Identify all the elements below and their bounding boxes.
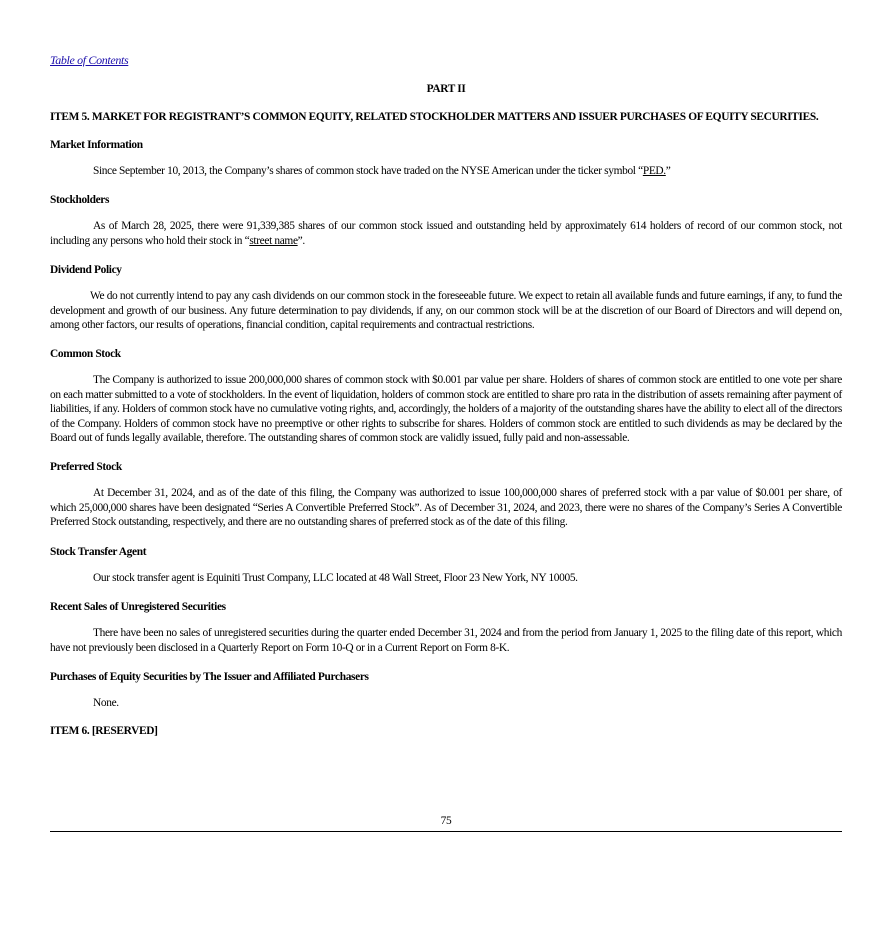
common-stock-paragraph: The Company is authorized to issue 200,000,000 shares of common stock with $0.001 par value per share. Holders of shares of common stock are entitled to one vote per share on each matter submitted to a vote of stockholders. In the event of liquidation, holders of common stock are entitled to share pro rata in the distribution of assets remaining after payment of liabilities, if any. Holders of common stock have no cumulative voting rights, and, accordingly, the holders of a majority of the outstanding shares have the ability to elect all of the directors of the Company. Holders of common stock have no preemptive or other rights to subscribe for shares. Holders of common stock are entitled to such dividends as may be declared by the Board out of funds legally available, therefore. The outstanding shares of common stock are validly issued, fully paid and non-assessable. xyxy=(50,374,842,445)
stockholders-text-end: ”. xyxy=(297,234,305,247)
footer-divider xyxy=(50,831,842,832)
dividend-policy-paragraph: We do not currently intend to pay any cash dividends on our common stock in the foreseeable future. We expect to retain all available funds and future earnings, if any, to fund the development and growth of our business. Any future determination to pay dividends, if any, on our common stock will be at the discretion of our Board of Directors and will depend on, among other factors, our results of operations, financial condition, capital requirements and contractual restrictions. xyxy=(50,290,842,332)
market-information-paragraph xyxy=(50,164,842,178)
transfer-agent-heading: Stock Transfer Agent xyxy=(50,545,147,558)
item6-title: ITEM 6. [RESERVED] xyxy=(50,725,158,738)
market-information-text: Since September 10, 2013, the Company’s shares of common stock have traded on the NYSE American under the ticker symbol “ xyxy=(93,165,643,177)
market-information-text-end: ” xyxy=(665,165,671,177)
purchases-paragraph: None. xyxy=(93,696,119,709)
table-of-contents-link[interactable]: Table of Contents xyxy=(50,53,129,67)
recent-sales-heading: Recent Sales of Unregistered Securities xyxy=(50,601,226,614)
preferred-stock-heading: Preferred Stock xyxy=(50,461,122,474)
part-heading: PART II xyxy=(426,83,466,95)
transfer-agent-paragraph: Our stock transfer agent is Equiniti Trust Company, LLC located at 48 Wall Street, Floor 23 New York, NY 10005. xyxy=(93,571,578,584)
stockholders-text: As of March 28, 2025, there were 91,339,385 shares of our common stock issued and outstanding held by approximately 614 holders of record of our common stock, not including any persons who hold their stock in “ xyxy=(50,220,842,247)
toc-container xyxy=(50,53,842,69)
item5-title: ITEM 5. MARKET FOR REGISTRANT’S COMMON EQUITY, RELATED STOCKHOLDER MATTERS AND ISSUER PURCHASES OF EQUITY SECURITIES. xyxy=(50,111,819,123)
stockholders-heading: Stockholders xyxy=(50,194,110,207)
document-page xyxy=(50,53,842,737)
preferred-stock-paragraph: At December 31, 2024, and as of the date of this filing, the Company was authorized to issue 100,000,000 shares of preferred stock with a par value of $0.001 per share, of which 25,000,000 shares have been designated “Series A Convertible Preferred Stock”. As of December 31, 2024, and 2023, there were no shares of the Company’s Series A Convertible Preferred Stock outstanding, respectively, and there are no outstanding shares of preferred stock as of the date of this filing. xyxy=(50,487,842,529)
ticker-symbol: PED. xyxy=(642,165,666,177)
common-stock-heading: Common Stock xyxy=(50,348,121,361)
recent-sales-paragraph: There have been no sales of unregistered securities during the quarter ended December 31, 2024 and from the period from January 1, 2025 to the filing date of this report, which have not previously been disclosed in a Quarterly Report on Form 10-Q or in a Current Report on Form 8-K. xyxy=(50,627,842,654)
page-number: 75 xyxy=(440,815,452,827)
street-name-term: street name xyxy=(249,234,298,247)
stockholders-paragraph xyxy=(50,219,842,248)
dividend-policy-heading: Dividend Policy xyxy=(50,264,122,277)
purchases-heading: Purchases of Equity Securities by The Issuer and Affiliated Purchasers xyxy=(50,670,369,683)
market-information-heading: Market Information xyxy=(50,139,143,151)
